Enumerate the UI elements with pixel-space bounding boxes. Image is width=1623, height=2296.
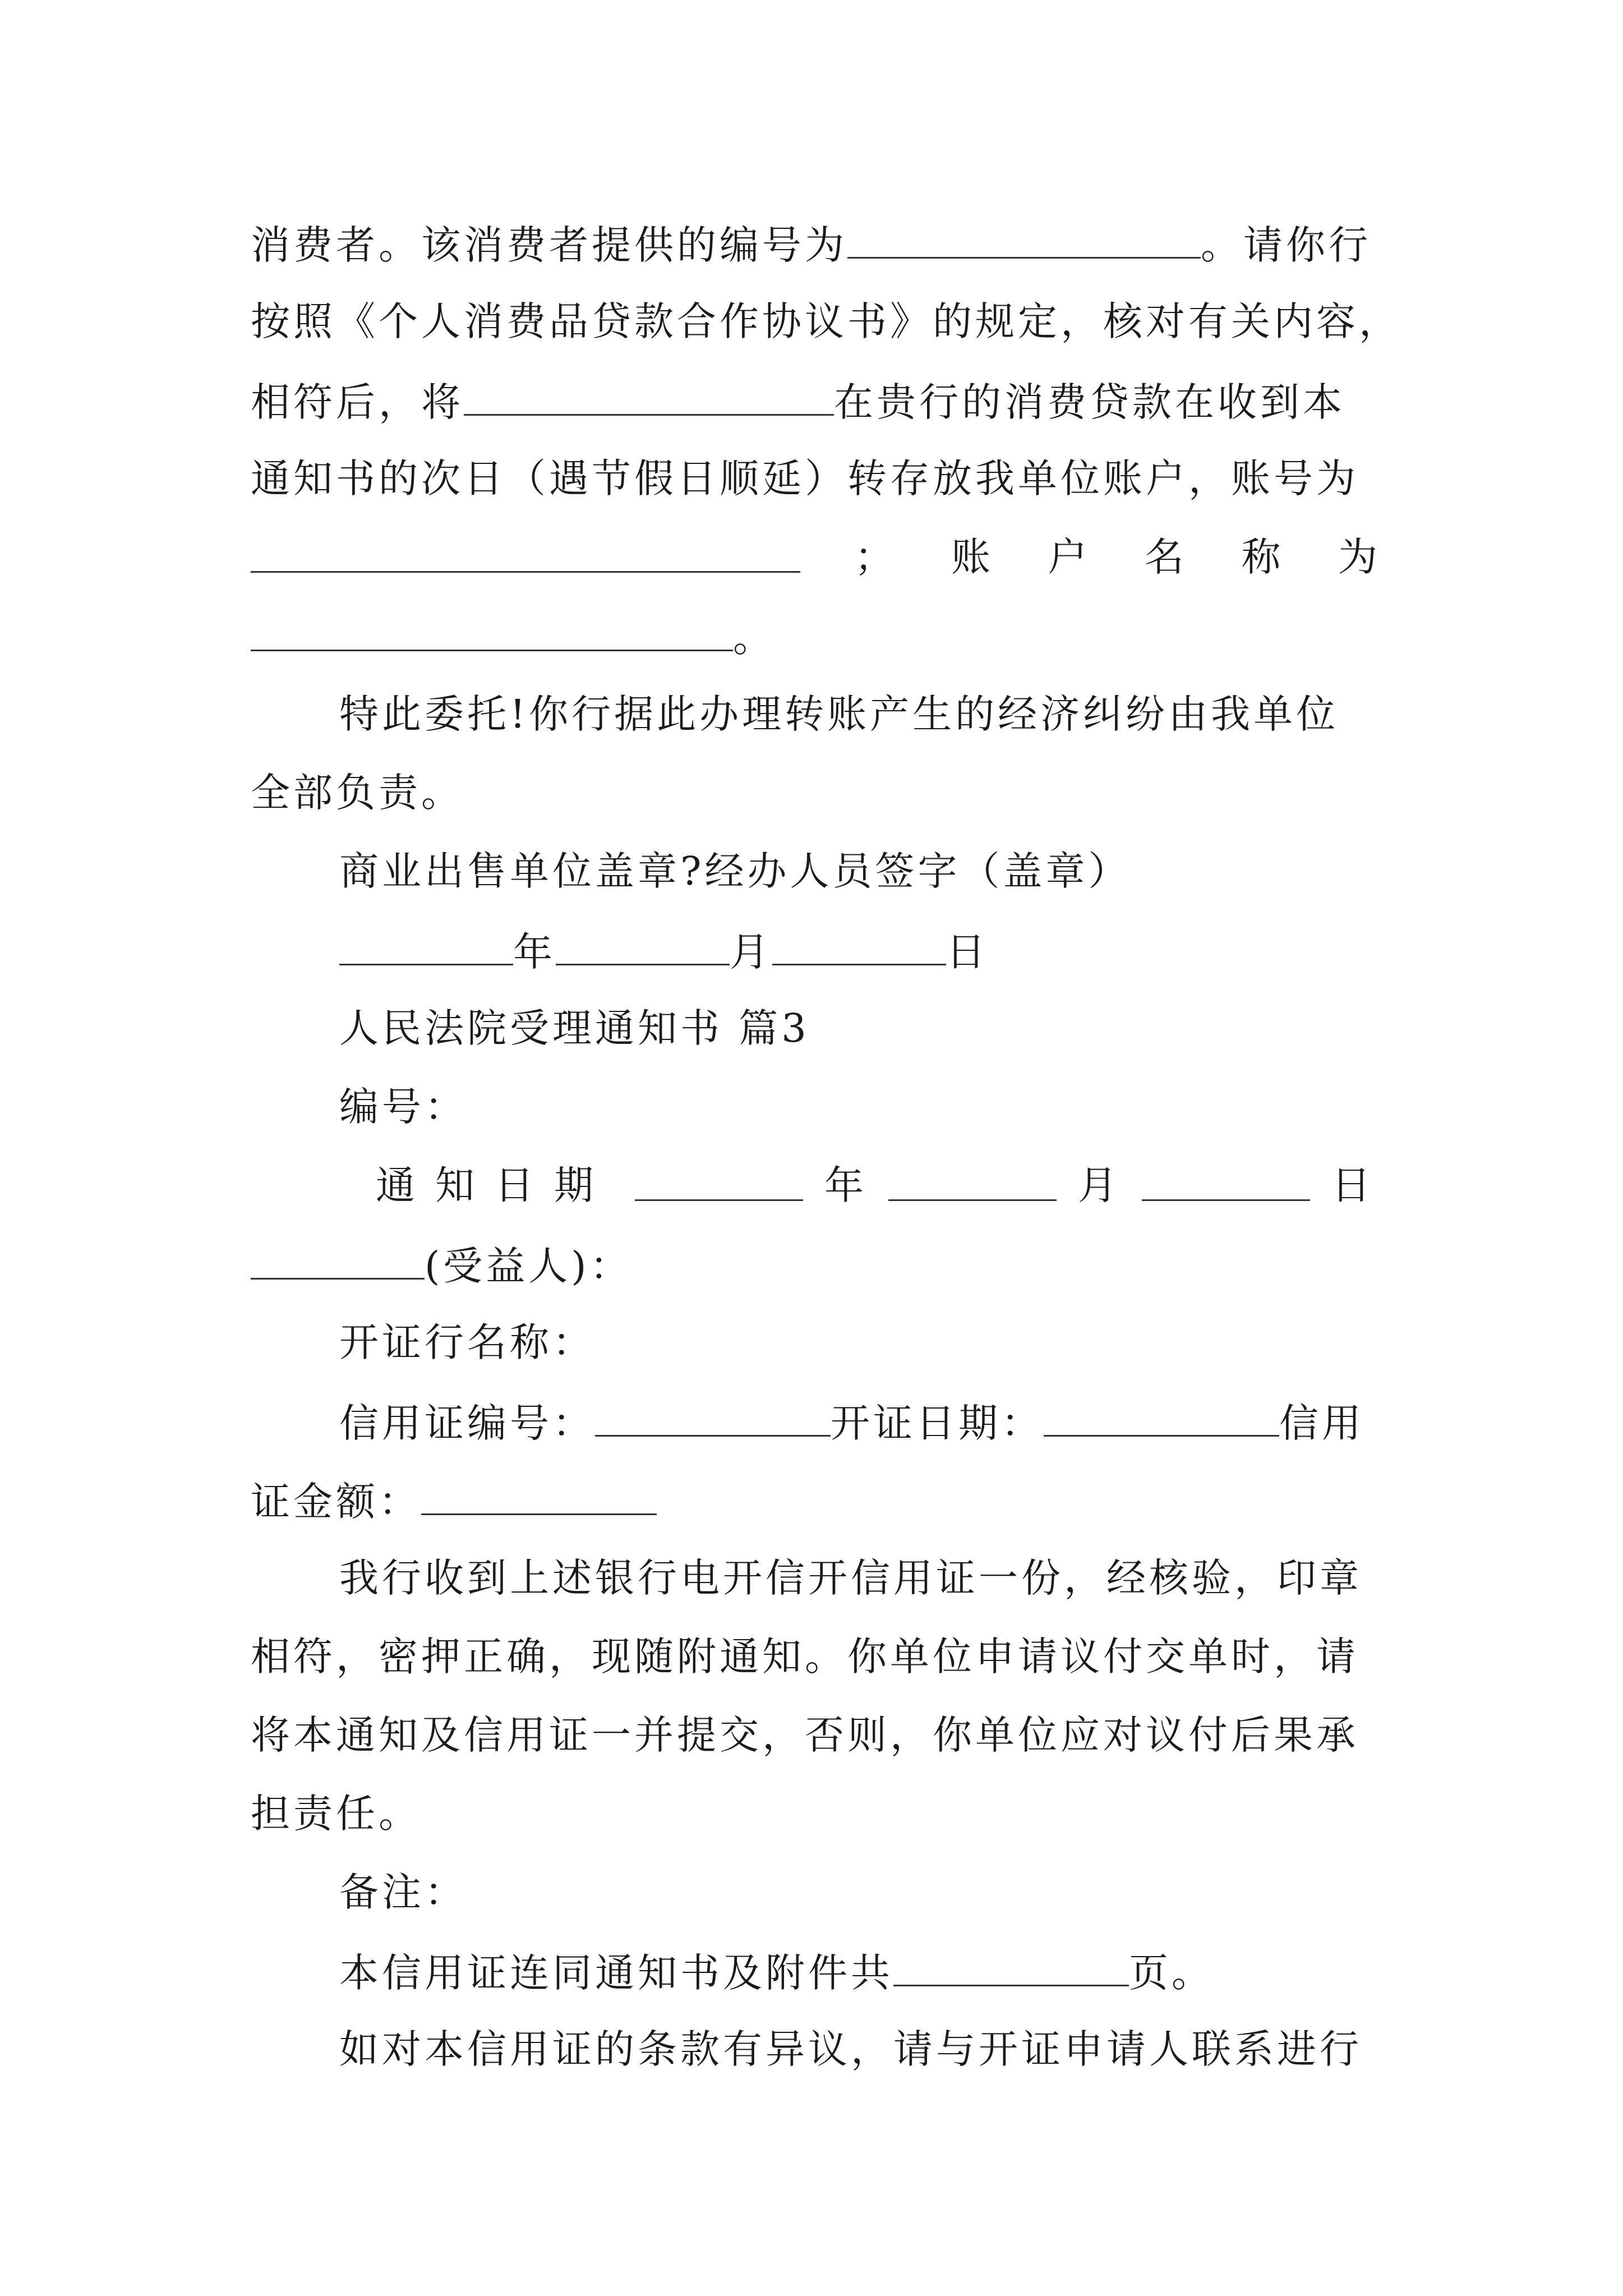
signature-line: 商业出售单位盖章?经办人员签字（盖章） (339, 848, 1131, 894)
year-label: 年 (513, 929, 556, 975)
fill-blank (251, 1239, 425, 1280)
paragraph-line: 我行收到上述银行电开信开信用证一份，经核验，印章 (339, 1555, 1362, 1601)
text: 户 (1048, 534, 1091, 580)
credit-info-line (339, 1396, 1461, 1448)
notice-date-line (376, 1160, 1374, 1211)
year-label: 年 (824, 1162, 867, 1208)
fill-blank (251, 610, 733, 651)
amount-line (251, 1474, 1372, 1527)
fill-blank (772, 924, 946, 965)
remarks-label: 备注： (339, 1869, 467, 1915)
date-line (339, 924, 1461, 977)
fill-blank (893, 1945, 1129, 1986)
paragraph-line: 将本通知及信用证一并提交，否则，你单位应对议付后果承 (251, 1712, 1359, 1758)
paragraph-line: 按照《个人消费品贷款合作协议书》的规定，核对有关内容， (251, 298, 1401, 344)
text: 开证日期： (831, 1400, 1044, 1446)
text: 称 (1241, 534, 1284, 580)
text: (受益人)： (425, 1243, 633, 1289)
paragraph-line (251, 610, 1372, 663)
fill-blank (1044, 1396, 1279, 1437)
fill-blank (1142, 1160, 1310, 1201)
text: 信用 (1279, 1400, 1364, 1446)
text: 名 (1145, 534, 1187, 580)
text: 为 (1338, 534, 1381, 580)
text: 信用证编号： (339, 1400, 595, 1446)
text: 通知日期 (376, 1162, 614, 1208)
paragraph-line: 相符，密押正确，现随附通知。你单位申请议付交单时，请 (251, 1634, 1359, 1680)
day-label: 日 (1331, 1162, 1374, 1208)
beneficiary-line (251, 1239, 1372, 1291)
fill-blank (251, 532, 800, 573)
fill-blank (595, 1396, 831, 1437)
paragraph-line (251, 375, 1372, 427)
text: 消费者。该消费者提供的编号为 (251, 222, 847, 268)
fill-blank (635, 1160, 803, 1201)
paragraph-line: 特此委托!你行据此办理转账产生的经济纠纷由我单位 (339, 691, 1339, 737)
paragraph-line: 通知书的次日（遇节假日顺延）转存放我单位账户，账号为 (251, 455, 1359, 501)
paragraph-line: 如对本信用证的条款有异议，请与开证申请人联系进行 (339, 2026, 1362, 2072)
fill-blank (556, 924, 730, 965)
text: 在贵行的消费贷款在收到本 (834, 379, 1345, 425)
text: 本信用证连同通知书及附件共 (339, 1950, 893, 1996)
text: 账 (951, 534, 994, 580)
month-label: 月 (730, 929, 772, 975)
paragraph-line (251, 218, 1372, 270)
paragraph-line (251, 532, 1381, 582)
fill-blank (847, 218, 1201, 259)
section-heading: 人民法院受理通知书 篇3 (339, 1005, 810, 1051)
text: 。 (733, 615, 776, 661)
paragraph-line: 全部负责。 (251, 770, 464, 816)
month-label: 月 (1078, 1162, 1121, 1208)
text: 证金额： (251, 1479, 421, 1525)
fill-blank (339, 924, 513, 965)
fill-blank (464, 375, 834, 416)
paragraph-line (339, 1945, 1461, 1998)
text: 。请你行 (1201, 222, 1371, 268)
day-label: 日 (946, 929, 989, 975)
text: 相符后，将 (251, 379, 464, 425)
issuing-bank-label: 开证行名称： (339, 1319, 595, 1365)
text: ； (854, 534, 897, 580)
fill-blank (888, 1160, 1057, 1201)
number-label: 编号： (339, 1084, 467, 1130)
text: 页。 (1129, 1950, 1214, 1996)
paragraph-line: 担责任。 (251, 1791, 421, 1837)
fill-blank (421, 1474, 657, 1515)
